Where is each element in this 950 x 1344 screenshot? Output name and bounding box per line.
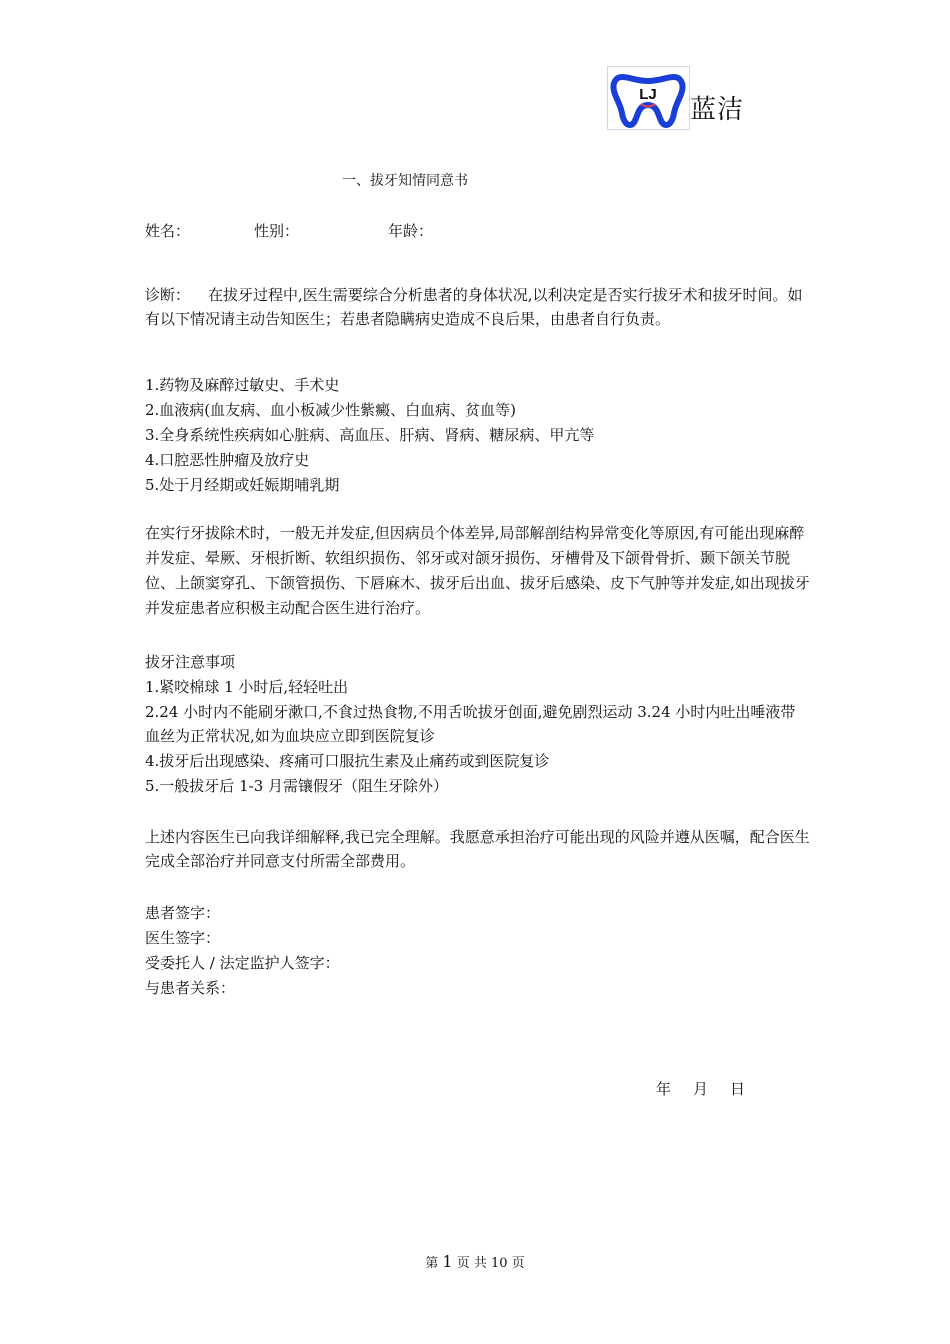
condition-item: 5.处于月经期或妊娠期哺乳期 — [145, 476, 340, 494]
gender-field: 性别： — [254, 222, 300, 240]
page-footer — [0, 1252, 950, 1271]
logo-text: LJ — [639, 86, 657, 103]
note-item: 2.24 小时内不能刷牙漱口,不食过热食物,不用舌吮拔牙创面,避免剧烈运动 3.24 小时内吐出唾液带血丝为正常状况,如为血块应立即到医院复诊 — [145, 703, 796, 745]
complications-paragraph: 在实行牙拔除术时，一般无并发症,但因病员个体差异,局部解剖结构异常变化等原因,有可能出现麻醉并发症、晕厥、牙根折断、软组织损伤、邻牙或对颌牙损伤、牙槽骨及下颌骨骨折、颞下颌关节脱位、上颌窦穿孔、下颌管损伤、下唇麻木、拔牙后出血、拔牙后感染、皮下气肿等并发症,如出现拔牙并发症患者应积极主动配合医生进行治疗。 — [145, 524, 810, 617]
brand-name: 蓝洁 — [690, 95, 745, 125]
consent-paragraph: 上述内容医生已向我详细解释,我已完全理解。我愿意承担治疗可能出现的风险并遵从医嘱，配合医生完成全部治疗并同意支付所需全部费用。 — [145, 828, 810, 870]
patient-signature: 患者签字： — [145, 904, 221, 922]
diagnosis-label: 诊断： — [145, 286, 191, 304]
date-day: 日 — [730, 1080, 746, 1098]
note-item: 1.紧咬棉球 1 小时后,轻轻吐出 — [145, 678, 349, 696]
footer-suffix: 页 — [511, 1256, 525, 1271]
age-field: 年龄： — [388, 222, 434, 240]
date-month: 月 — [693, 1080, 709, 1098]
page-title: 一、拔牙知情同意书 — [342, 173, 468, 189]
condition-item: 1.药物及麻醉过敏史、手术史 — [145, 376, 340, 394]
doctor-signature: 医生签字： — [145, 929, 221, 947]
page-number: 1 — [442, 1252, 453, 1271]
tooth-logo-icon — [608, 67, 689, 129]
note-item: 5.一般拔牙后 1-3 月需镶假牙（阻生牙除外） — [145, 777, 449, 795]
page-total: 10 — [491, 1256, 508, 1271]
date-year: 年 — [656, 1080, 672, 1098]
diagnosis-paragraph — [145, 283, 810, 331]
notes-heading: 拔牙注意事项 — [145, 653, 236, 671]
footer-middle: 页 共 — [456, 1256, 487, 1271]
guardian-signature: 受委托人 / 法定监护人签字： — [145, 954, 340, 972]
condition-item: 4.口腔恶性肿瘤及放疗史 — [145, 451, 310, 469]
logo — [607, 66, 690, 130]
diagnosis-text: 在拔牙过程中,医生需要综合分析患者的身体状况,以利决定是否实行拔牙术和拔牙时间。如有以下情况请主动告知医生；若患者隐瞒病史造成不良后果，由患者自行负责。 — [145, 286, 803, 328]
name-field: 姓名： — [145, 222, 191, 240]
date-line — [656, 1078, 767, 1099]
condition-item: 3.全身系统性疾病如心脏病、高血压、肝病、肾病、糖尿病、甲亢等 — [145, 426, 595, 444]
note-item: 4.拔牙后出现感染、疼痛可口服抗生素及止痛药或到医院复诊 — [145, 752, 550, 770]
relation-field: 与患者关系： — [145, 979, 236, 997]
condition-item: 2.血液病(血友病、血小板减少性紫癜、白血病、贫血等) — [145, 401, 517, 419]
footer-prefix: 第 — [425, 1256, 439, 1271]
